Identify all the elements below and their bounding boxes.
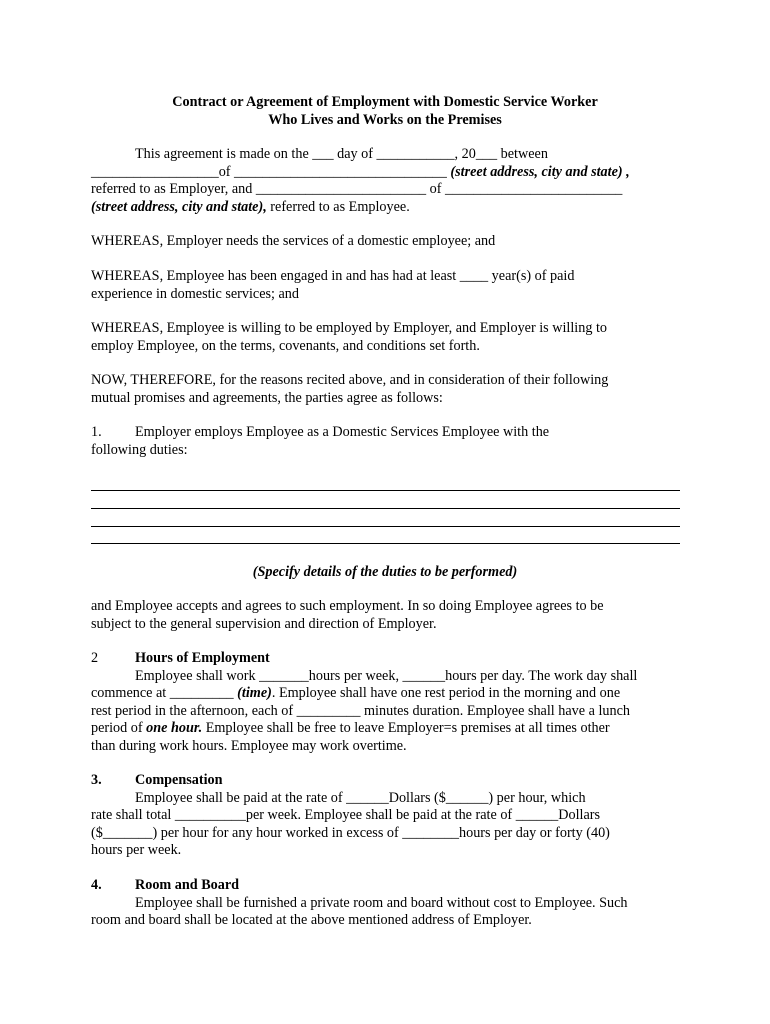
one-hour-emphasis: one hour. <box>146 720 203 736</box>
section-3-line-1: Employee shall be paid at the rate of ______Dollars ($______) per hour, which <box>135 789 586 806</box>
section-4-line-2: room and board shall be located at the above mentioned address of Employer. <box>91 912 532 928</box>
section-2-line-4 <box>91 720 691 738</box>
section-2-heading: Hours of Employment <box>135 650 270 666</box>
section-3-number: 3. <box>91 772 102 788</box>
section-4-line-1: Employee shall be furnished a private room and board without cost to Employee. Such <box>135 894 628 911</box>
section-1-line-1 <box>91 424 691 442</box>
acceptance-line-1: and Employee accepts and agrees to such employment. In so doing Employee agrees to be <box>91 598 604 614</box>
free-to-leave-text: Employee shall be free to leave Employer=s premises at all times other <box>202 720 610 736</box>
whereas-3 <box>91 320 691 355</box>
duties-line-3 <box>91 526 680 527</box>
section-3-heading: Compensation <box>135 772 223 788</box>
intro-line-4 <box>91 199 691 217</box>
now-therefore-line-2: mutual promises and agreements, the parties agree as follows: <box>91 389 443 406</box>
address-hint-2: (street address, city and state), <box>91 198 267 215</box>
commence-text: commence at _________ <box>91 685 238 701</box>
employee-reference: referred to as Employee. <box>266 198 410 215</box>
section-4-number: 4. <box>91 877 102 893</box>
section-2-line-3: rest period in the afternoon, each of _________ minutes duration. Employee shall have a lunch <box>91 702 630 719</box>
rest-period-text: . Employee shall have one rest period in the morning and one <box>271 685 621 701</box>
section-2-heading-line <box>91 650 691 668</box>
section-1-text: Employer employs Employee as a Domestic Services Employee with the <box>135 424 550 440</box>
section-1-number: 1. <box>91 424 102 440</box>
section-4 <box>91 877 691 930</box>
acceptance-paragraph <box>91 598 691 633</box>
section-1 <box>91 424 691 459</box>
intro-line-3: referred to as Employer, and ________________________ of _________________________ <box>91 181 623 197</box>
document-title-line-1: Contract or Agreement of Employment with Domestic Service Worker <box>172 94 598 110</box>
acceptance-line-2: subject to the general supervision and direction of Employer. <box>91 615 437 632</box>
section-2-line-5: than during work hours. Employee may work overtime. <box>91 737 407 754</box>
now-therefore <box>91 372 691 407</box>
section-3 <box>91 772 691 860</box>
section-3-line-4: hours per week. <box>91 842 182 858</box>
section-3-line-3: ($_______) per hour for any hour worked in excess of ________hours per day or forty (40) <box>91 824 610 841</box>
whereas-2-line-2: experience in domestic services; and <box>91 285 299 302</box>
section-3-heading-line <box>91 772 691 790</box>
section-4-heading-line <box>91 877 691 895</box>
now-therefore-line-1: NOW, THEREFORE, for the reasons recited above, and in consideration of their following <box>91 372 609 388</box>
time-hint: (time) <box>237 685 272 701</box>
employer-name-blank: __________________of ______________________________ <box>91 163 451 180</box>
section-4-heading: Room and Board <box>135 877 240 893</box>
intro-line-1: This agreement is made on the ___ day of ___________, 20___ between <box>135 146 548 162</box>
whereas-2 <box>91 268 691 303</box>
section-1-line-2: following duties: <box>91 441 188 458</box>
duties-line-1 <box>91 490 680 491</box>
section-3-line-2: rate shall total __________per week. Employee shall be paid at the rate of ______Dollars <box>91 807 601 823</box>
lunch-text: period of <box>91 720 147 736</box>
whereas-3-line-1: WHEREAS, Employee is willing to be employed by Employer, and Employer is willing to <box>91 320 608 336</box>
section-2 <box>91 650 691 755</box>
section-2-line-2 <box>91 685 691 703</box>
section-2-line-1: Employee shall work _______hours per week, ______hours per day. The work day shall <box>135 667 638 684</box>
intro-line-2 <box>91 164 691 182</box>
whereas-3-line-2: employ Employee, on the terms, covenants, and conditions set forth. <box>91 337 480 354</box>
whereas-2-line-1: WHEREAS, Employee has been engaged in and has had at least ____ year(s) of paid <box>91 268 575 284</box>
duties-note: (Specify details of the duties to be performed) <box>252 564 518 580</box>
intro-paragraph <box>91 146 691 216</box>
address-hint: (street address, city and state) , <box>450 163 630 180</box>
duties-line-2 <box>91 508 680 509</box>
duties-line-4 <box>91 543 680 544</box>
document-title-line-2: Who Lives and Works on the Premises <box>268 112 502 128</box>
whereas-1: WHEREAS, Employer needs the services of a domestic employee; and <box>91 233 496 249</box>
section-2-number: 2 <box>91 650 99 666</box>
